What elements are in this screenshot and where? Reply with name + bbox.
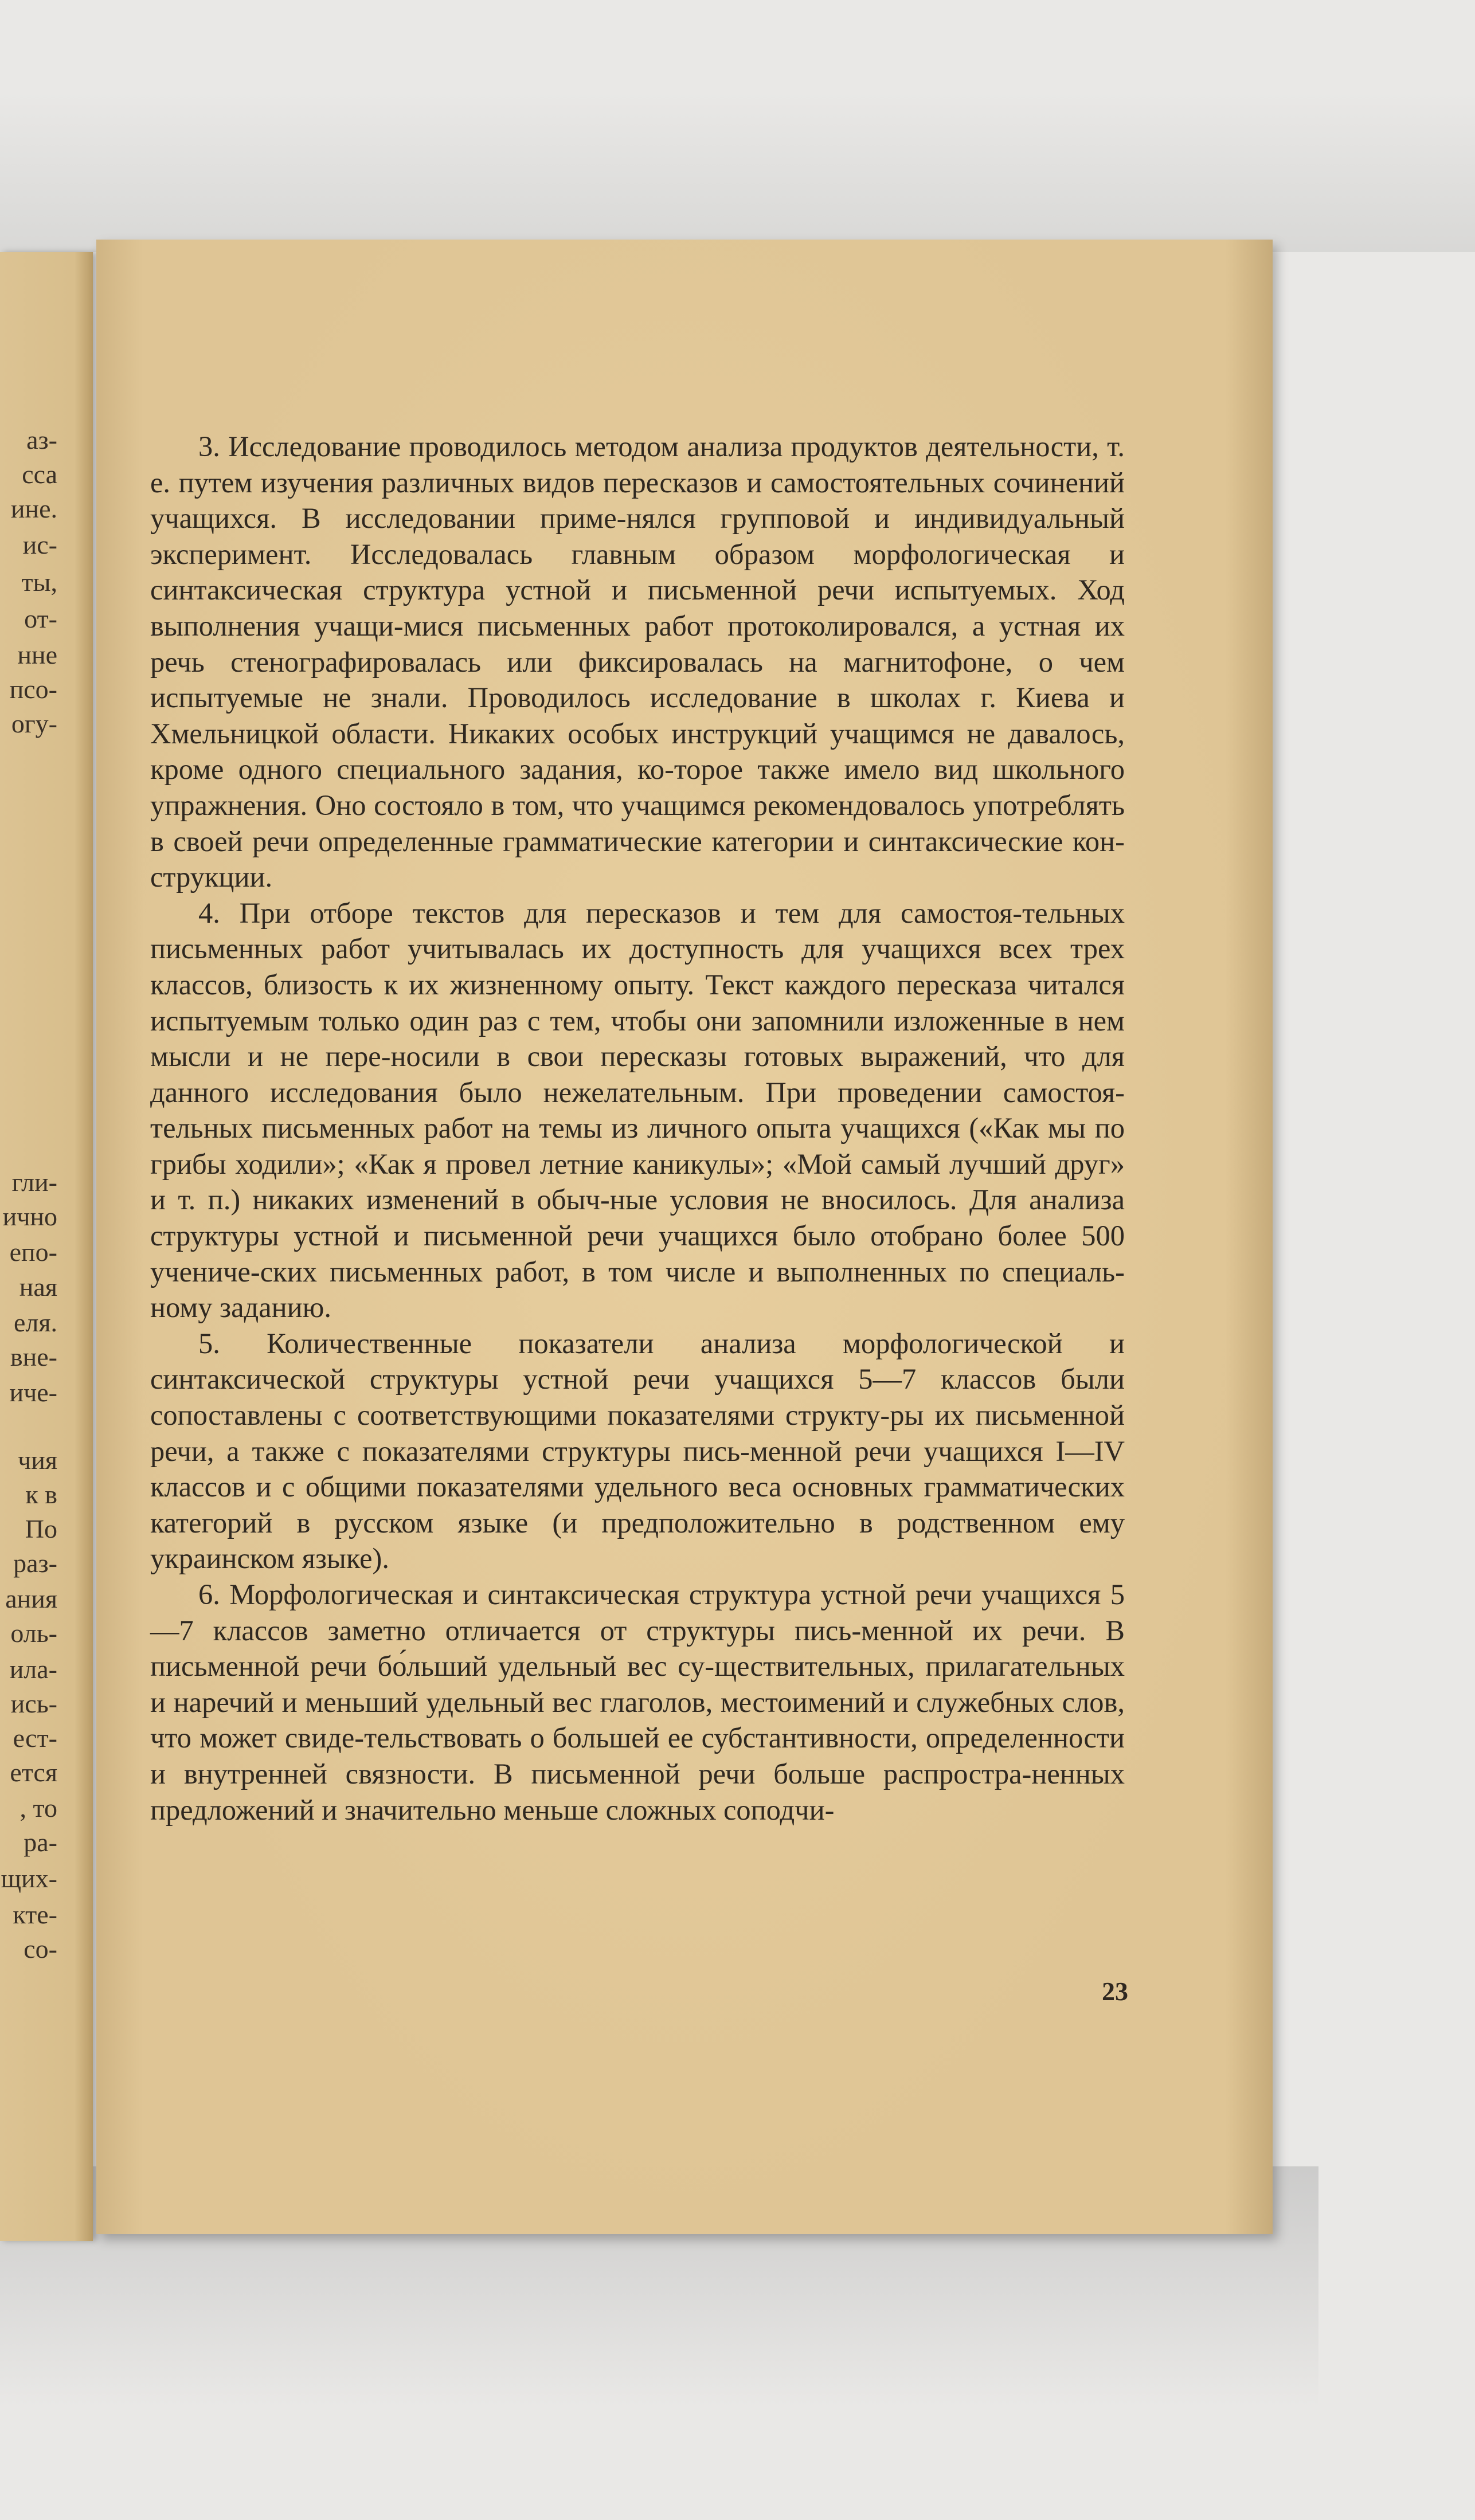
- left-page-fragment: ине.: [10, 494, 57, 523]
- left-page-fragment: ра-: [24, 1828, 57, 1857]
- left-page-fragment: иче-: [9, 1378, 57, 1407]
- left-page-fragment: По: [25, 1514, 57, 1543]
- left-page-fragment: псо-: [9, 675, 57, 704]
- left-page-fragment: внe-: [10, 1342, 57, 1371]
- left-page-fragment: сса: [22, 460, 57, 489]
- left-page-fragment: еля.: [13, 1308, 57, 1337]
- left-page-fragment: ила-: [9, 1655, 57, 1684]
- main-page: [96, 240, 1273, 2234]
- left-page-fragment: к в: [25, 1480, 57, 1509]
- left-page: [0, 252, 93, 2241]
- left-page-fragment: ания: [5, 1584, 57, 1613]
- background-shadow-top: [0, 92, 1475, 252]
- left-page-fragment: кте-: [13, 1900, 57, 1929]
- main-text-block: [150, 429, 1125, 1828]
- paragraph-4: 4. При отборе текстов для пересказов и тем для самостоя-тельных письменных работ учитывалась их доступность для учащихся всех трех классов, близость к их жизненному опыту. Текст каждого пересказа читался испытуемым только один раз с тем, чтобы они запомнили изложенные в нем мысли и не пере-носили в свои пересказы готовых выражений, что для данного исследования было нежелательным. При проведении самостоя-тельных письменных работ на темы из личного опыта учащихся («Как мы по грибы ходили»; «Как я провел летние каникулы»; «Мой самый лучший друг» и т. п.) никаких изменений в обыч-ные условия не вносилось. Для анализа структуры устной и письменной речи учащихся было отобрано более 500 учениче-ских письменных работ, в том числе и выполненных по специаль-ному заданию.: [150, 896, 1125, 1324]
- left-page-fragment: нне: [17, 640, 57, 669]
- left-page-fragment: огу-: [11, 709, 57, 738]
- left-page-fragment: ест-: [13, 1723, 57, 1753]
- left-page-fragment: , то: [19, 1793, 57, 1823]
- left-page-fragment: со-: [24, 1934, 57, 1964]
- paragraph-3: 3. Исследование проводилось методом анализа продуктов деятельности, т. е. путем изучения различных видов пересказов и самостоятельных сочинений учащихся. В исследовании приме-нялся групповой и индивидуальный эксперимент. Исследовалась главным образом морфологическая и синтаксическая структура устной и письменной речи испытуемых. Ход выполнения учащи-мися письменных работ протоколировался, а устная их речь стенографировалась или фиксировалась на магнитофоне, о чем испытуемые не знали. Проводилось исследование в школах г. Киева и Хмельницкой области. Никаких особых инструкций учащимся не давалось, кроме одного специального задания, ко-торое также имело вид школьного упражнения. Оно состояло в том, что учащимся рекомендовалось употреблять в своей речи определенные грамматические категории и синтаксические кон-струкции.: [150, 430, 1125, 893]
- left-page-fragment: ично: [2, 1202, 57, 1231]
- left-page-fragment: от-: [24, 604, 57, 633]
- left-page-fragment: гли-: [11, 1167, 57, 1197]
- left-page-fragment: ется: [10, 1758, 57, 1787]
- paragraph-6: 6. Морфологическая и синтаксическая структура устной речи учащихся 5—7 классов заметно отличается от структуры пись-менной их речи. В письменной речи бо́льший удельный вес су-ществительных, прилагательных и наречий и меньший удельный вес глаголов, местоимений и служебных слов, что может свиде-тельствовать о большей ее субстантивности, определенности и внутренней связности. В письменной речи больше распростра-ненных предложений и значительно меньше сложных соподчи-: [150, 1578, 1125, 1826]
- left-page-fragment: ты,: [21, 567, 57, 597]
- left-page-fragment: аз-: [26, 425, 57, 454]
- left-page-fragment: чия: [18, 1445, 57, 1475]
- left-page-fragment: ись-: [10, 1689, 57, 1718]
- left-page-fragment: раз-: [13, 1549, 57, 1578]
- left-page-fragment: ная: [19, 1272, 57, 1302]
- left-page-fragment: епо-: [9, 1237, 57, 1267]
- left-page-fragment: ис-: [22, 530, 57, 559]
- paragraph-5: 5. Количественные показатели анализа морфологической и синтаксической структуры устной речи учащихся 5—7 классов были сопоставлены с соответствующими показателями структу-ры их письменной речи, а также с показателями структуры пись-менной речи учащихся I—IV классов и с общими показателями удельного веса основных грамматических категорий в русском языке (и предположительно в родственном ему украинском языке).: [150, 1327, 1125, 1575]
- page-number: 23: [1102, 1977, 1128, 2006]
- left-page-fragment: оль-: [10, 1618, 57, 1648]
- left-page-fragment: щих-: [1, 1864, 57, 1893]
